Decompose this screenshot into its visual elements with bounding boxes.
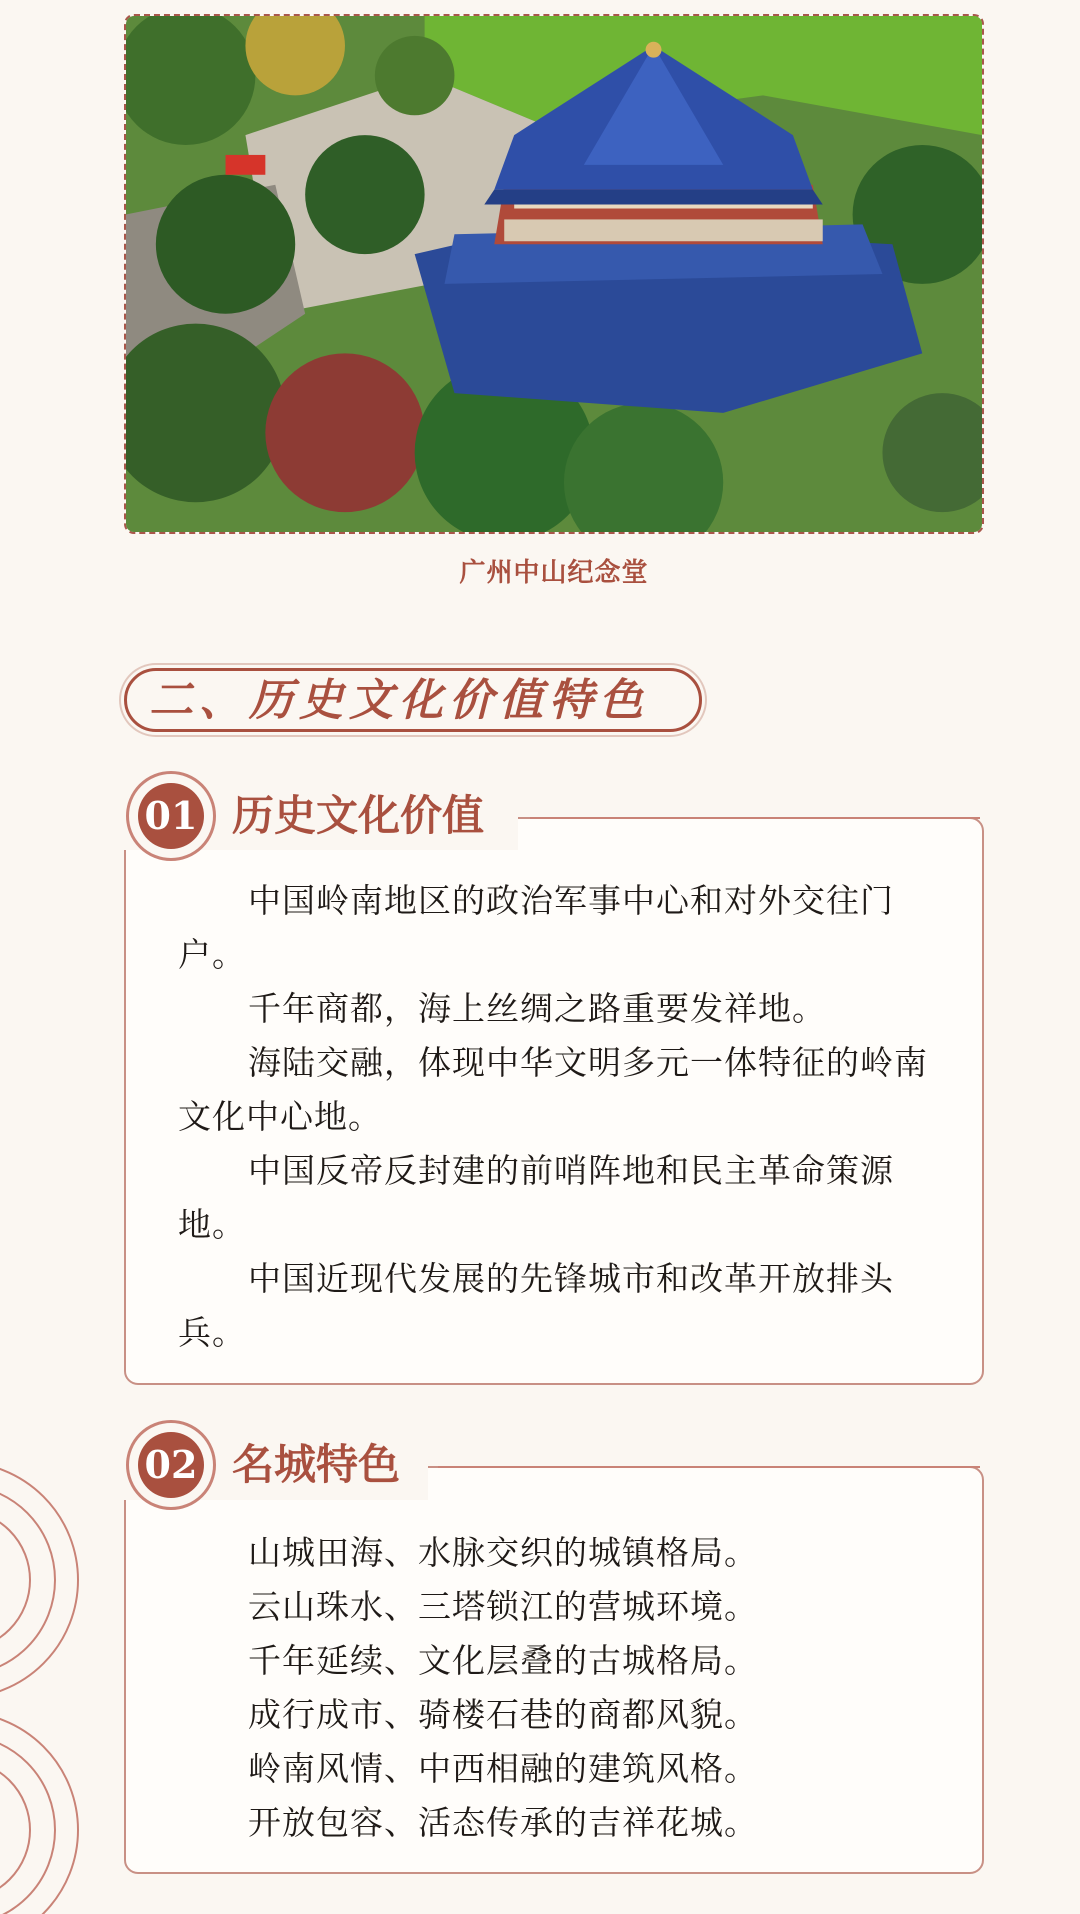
card-body bbox=[248, 1526, 932, 1850]
card-title: 历史文化价值 bbox=[232, 791, 485, 840]
paragraph: 山城田海、水脉交织的城镇格局。 bbox=[248, 1533, 758, 1572]
decorative-rings bbox=[0, 1430, 90, 1914]
paragraph: 成行成市、骑楼石巷的商都风貌。 bbox=[248, 1695, 758, 1734]
paragraph: 千年延续、文化层叠的古城格局。 bbox=[248, 1641, 758, 1680]
section-title: 二、历史文化价值特色 bbox=[149, 675, 649, 726]
paragraph: 岭南风情、中西相融的建筑风格。 bbox=[248, 1749, 758, 1788]
number-badge bbox=[126, 1420, 216, 1510]
number-badge-label: 01 bbox=[138, 783, 204, 849]
number-badge bbox=[126, 771, 216, 861]
title-rule bbox=[530, 817, 980, 819]
card-body bbox=[178, 874, 932, 1360]
card-city-features bbox=[124, 1466, 984, 1874]
paragraph: 中国岭南地区的政治军事中心和对外交往门户。 bbox=[178, 881, 894, 974]
card-history-culture-value bbox=[124, 817, 984, 1385]
paragraph: 中国近现代发展的先锋城市和改革开放排头兵。 bbox=[178, 1259, 894, 1352]
paragraph: 云山珠水、三塔锁江的营城环境。 bbox=[248, 1587, 758, 1626]
paragraph: 千年商都，海上丝绸之路重要发祥地。 bbox=[248, 989, 826, 1028]
section-heading bbox=[124, 668, 702, 732]
memorial-hall-photo bbox=[124, 14, 984, 534]
paragraph: 开放包容、活态传承的吉祥花城。 bbox=[248, 1803, 758, 1842]
photo-caption: 广州中山纪念堂 bbox=[459, 558, 649, 588]
card-title: 名城特色 bbox=[232, 1440, 401, 1489]
paragraph: 海陆交融，体现中华文明多元一体特征的岭南文化中心地。 bbox=[178, 1043, 928, 1136]
paragraph: 中国反帝反封建的前哨阵地和民主革命策源地。 bbox=[178, 1151, 894, 1244]
title-rule bbox=[438, 1466, 980, 1468]
number-badge-label: 02 bbox=[138, 1432, 204, 1498]
